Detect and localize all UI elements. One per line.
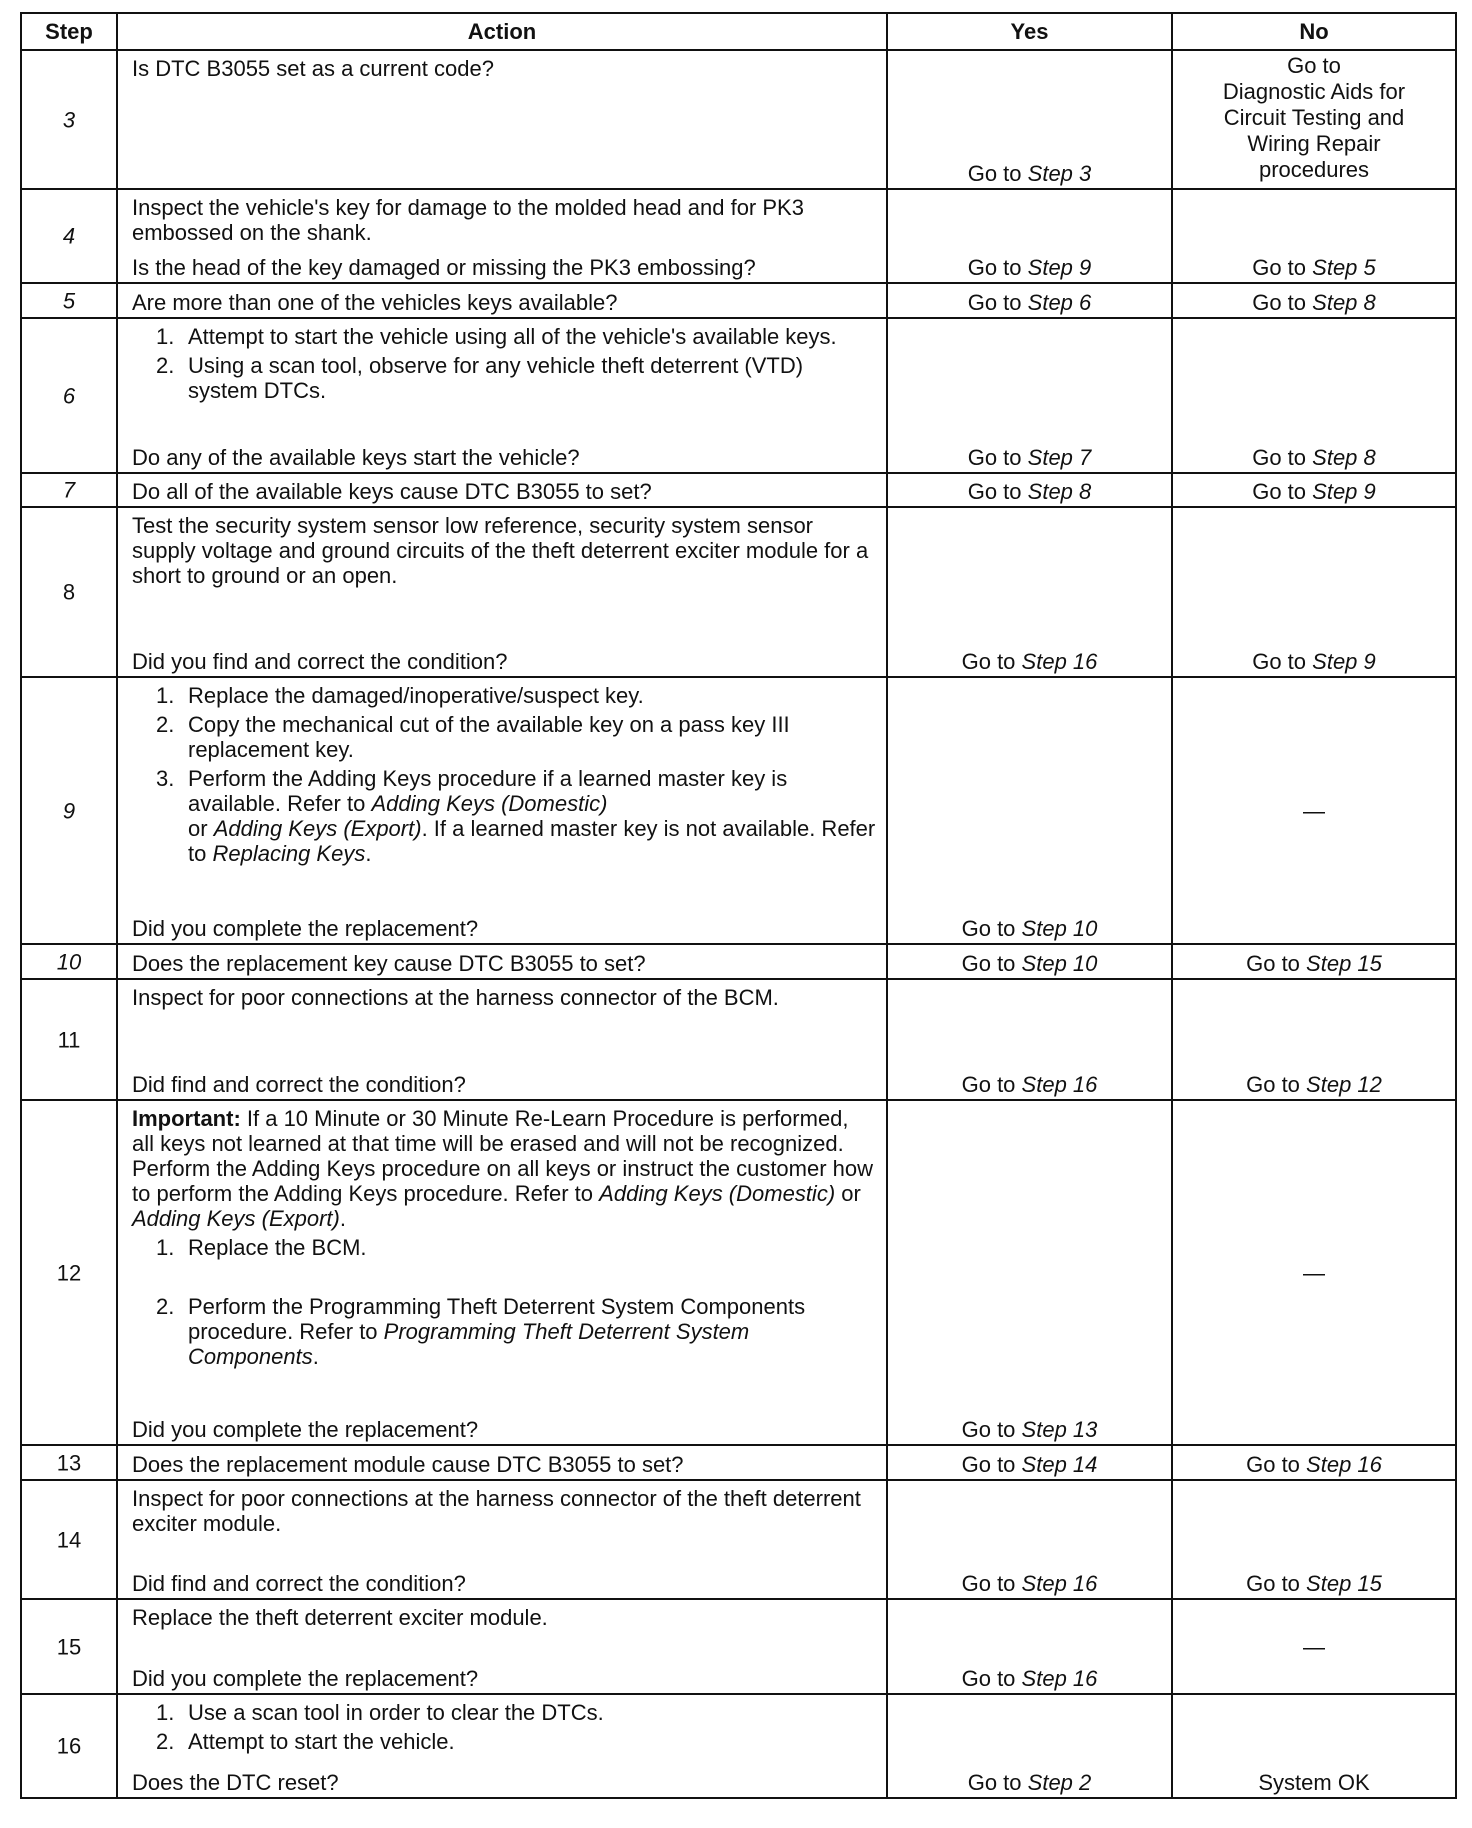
question-text: Did find and correct the condition? <box>132 1571 466 1596</box>
no-step-link[interactable]: Step 15 <box>1306 1571 1382 1596</box>
no-cell: Go to Step 8 <box>1172 283 1456 318</box>
list-item: 3. Perform the Adding Keys procedure if a learned master key is available. Refer to Adding Keys (Domestic) or Adding Keys (Export). If a learned master key is not available. Refer to Replacing Keys. <box>156 766 876 866</box>
yes-step-link[interactable]: Step 10 <box>1021 951 1098 976</box>
table-row <box>21 507 1456 677</box>
question-text: Does the replacement module cause DTC B3055 to set? <box>132 1452 684 1477</box>
yes-cell: Go to Step 16 <box>887 1599 1172 1694</box>
yes-cell: Go to Step 16 <box>887 1480 1172 1599</box>
yes-step-link[interactable]: Step 13 <box>1021 1417 1098 1442</box>
step-number: 8 <box>21 507 117 677</box>
procedure-list <box>132 324 876 403</box>
step-number: 3 <box>21 50 117 189</box>
list-item: 2. Attempt to start the vehicle. <box>156 1729 455 1754</box>
list-item: 2. Using a scan tool, observe for any vehicle theft deterrent (VTD) system DTCs. <box>156 353 804 403</box>
diagnostic-table <box>20 12 1457 1799</box>
yes-step-link[interactable]: Step 2 <box>1027 1770 1092 1795</box>
step-number: 4 <box>21 189 117 283</box>
header-step: Step <box>21 13 117 50</box>
step-number: 10 <box>21 944 117 979</box>
instruction-text: Test the security system sensor low reference, security system sensor supply voltage and ground circuits of the theft deterrent exciter module for a short to ground or an open. <box>132 513 869 588</box>
no-cell <box>1172 1599 1456 1694</box>
table-row <box>21 189 1456 283</box>
no-cell: Go to Step 9 <box>1172 473 1456 507</box>
list-item: 1. Use a scan tool in order to clear the DTCs. <box>156 1700 604 1725</box>
table-row <box>21 1694 1456 1798</box>
action-cell <box>117 1694 887 1798</box>
header-no: No <box>1172 13 1456 50</box>
action-cell <box>117 50 887 189</box>
question-text: Are more than one of the vehicles keys available? <box>132 290 618 315</box>
list-item: 2. Copy the mechanical cut of the available key on a pass key III replacement key. <box>156 712 790 762</box>
no-step-link[interactable]: Step 16 <box>1306 1452 1382 1477</box>
list-item: 1. Replace the damaged/inoperative/suspect key. <box>156 683 644 708</box>
yes-cell: Go to Step 16 <box>887 507 1172 677</box>
no-step-link[interactable]: Step 12 <box>1306 1072 1382 1097</box>
table-row <box>21 50 1456 189</box>
yes-step-link[interactable]: Step 16 <box>1021 649 1098 674</box>
yes-step-link[interactable]: Step 7 <box>1027 445 1092 470</box>
table-row <box>21 1100 1456 1445</box>
action-cell <box>117 1445 887 1480</box>
no-dash: — <box>1303 1260 1325 1285</box>
action-cell <box>117 507 887 677</box>
step-number: 11 <box>21 979 117 1100</box>
adding-keys-domestic-link[interactable]: Adding Keys (Domestic) <box>599 1181 836 1206</box>
yes-step-link[interactable]: Step 8 <box>1027 479 1092 504</box>
table-row <box>21 1480 1456 1599</box>
yes-step-link[interactable]: Step 6 <box>1027 290 1092 315</box>
instruction-text: Inspect for poor connections at the harness connector of the BCM. <box>132 985 779 1010</box>
no-dash: — <box>1303 1634 1325 1659</box>
question-text: Is the head of the key damaged or missing the PK3 embossing? <box>132 255 756 280</box>
list-item: 1. Attempt to start the vehicle using all of the vehicle's available keys. <box>156 324 837 349</box>
no-cell: Go to Step 9 <box>1172 507 1456 677</box>
no-step-link[interactable]: Step 9 <box>1312 649 1376 674</box>
no-step-link[interactable]: Step 15 <box>1306 951 1382 976</box>
table-row <box>21 677 1456 944</box>
question-text: Does the DTC reset? <box>132 1770 339 1795</box>
no-cell: Go to Step 15 <box>1172 944 1456 979</box>
adding-keys-export-link[interactable]: Adding Keys (Export) <box>132 1206 340 1231</box>
programming-theft-deterrent-link[interactable]: Programming Theft Deterrent System Components <box>188 1319 750 1369</box>
question-text: Did you complete the replacement? <box>132 1417 479 1442</box>
action-cell <box>117 944 887 979</box>
yes-step-link[interactable]: Step 16 <box>1021 1072 1098 1097</box>
step-number: 9 <box>21 677 117 944</box>
no-dash: — <box>1303 798 1325 823</box>
yes-cell: Go to Step 16 <box>887 979 1172 1100</box>
step-number: 14 <box>21 1480 117 1599</box>
action-cell <box>117 979 887 1100</box>
question-text: Did you find and correct the condition? <box>132 649 508 674</box>
table-row <box>21 473 1456 507</box>
instruction-text: Inspect for poor connections at the harness connector of the theft deterrent exciter module. <box>132 1486 861 1536</box>
no-step-link[interactable]: Step 9 <box>1312 479 1376 504</box>
action-cell <box>117 283 887 318</box>
list-item: 2. Perform the Programming Theft Deterrent System Components procedure. Refer to Programming Theft Deterrent System Components. <box>156 1294 806 1369</box>
action-cell <box>117 473 887 507</box>
action-cell <box>117 1480 887 1599</box>
instruction-text: Inspect the vehicle's key for damage to the molded head and for PK3 embossed on the shank. <box>132 195 804 245</box>
important-label: Important: <box>132 1106 241 1131</box>
table-row <box>21 1445 1456 1480</box>
replacing-keys-link[interactable]: Replacing Keys <box>212 841 366 866</box>
yes-step-link[interactable]: Step 16 <box>1021 1571 1098 1596</box>
step-number: 5 <box>21 283 117 318</box>
yes-step-link[interactable]: Step 10 <box>1021 916 1098 941</box>
list-item: 1. Replace the BCM. <box>156 1235 367 1260</box>
yes-cell: Go to Step 10 <box>887 944 1172 979</box>
procedure-list <box>132 1700 876 1754</box>
action-cell <box>117 677 887 944</box>
table-header-row <box>21 13 1456 50</box>
question-text: Does the replacement key cause DTC B3055 to set? <box>132 951 646 976</box>
table-row <box>21 318 1456 473</box>
no-step-link[interactable]: Step 5 <box>1312 255 1376 280</box>
step-number: 16 <box>21 1694 117 1798</box>
adding-keys-domestic-link[interactable]: Adding Keys (Domestic) <box>371 791 608 816</box>
no-cell <box>1172 1100 1456 1445</box>
procedure-list <box>132 683 876 866</box>
header-yes: Yes <box>887 13 1172 50</box>
adding-keys-export-link[interactable]: Adding Keys (Export) <box>213 816 422 841</box>
table-row <box>21 944 1456 979</box>
step-number: 7 <box>21 473 117 507</box>
yes-cell: Go to Step 9 <box>887 189 1172 283</box>
system-ok-text: System OK <box>1258 1770 1370 1795</box>
instruction-text: Replace the theft deterrent exciter module. <box>132 1605 548 1630</box>
no-cell: Go to Step 5 <box>1172 189 1456 283</box>
important-note: Important: If a 10 Minute or 30 Minute Re-Learn Procedure is performed, all keys not learned at that time will be erased and will not be recognized. Perform the Adding Keys procedure on all keys or instruct the customer how to perform the Adding Keys procedure. Refer to Adding Keys (Domestic) or Adding Keys (Export). <box>132 1106 874 1231</box>
no-cell <box>1172 677 1456 944</box>
action-cell <box>117 318 887 473</box>
no-step-link[interactable]: Step 8 <box>1312 445 1376 470</box>
question-text: Do all of the available keys cause DTC B3055 to set? <box>132 479 652 504</box>
question-text: Is DTC B3055 set as a current code? <box>132 56 494 81</box>
step-number: 6 <box>21 318 117 473</box>
question-text: Did find and correct the condition? <box>132 1072 466 1097</box>
question-text: Did you complete the replacement? <box>132 1666 479 1691</box>
table-row <box>21 1599 1456 1694</box>
yes-step-link[interactable]: Step 14 <box>1021 1452 1098 1477</box>
step-number: 12 <box>21 1100 117 1445</box>
yes-cell: Go to Step 10 <box>887 677 1172 944</box>
question-text: Do any of the available keys start the vehicle? <box>132 445 580 470</box>
table-row <box>21 283 1456 318</box>
no-cell: Go to Step 15 <box>1172 1480 1456 1599</box>
yes-cell: Go to Step 8 <box>887 473 1172 507</box>
no-cell: Go to Step 8 <box>1172 318 1456 473</box>
table-row <box>21 979 1456 1100</box>
yes-step-link[interactable]: Step 16 <box>1021 1666 1098 1691</box>
no-cell: Go to Step 16 <box>1172 1445 1456 1480</box>
yes-cell: Go to Step 7 <box>887 318 1172 473</box>
no-step-link[interactable]: Step 8 <box>1312 290 1376 315</box>
no-cell <box>1172 1694 1456 1798</box>
yes-cell: Go to Step 2 <box>887 1694 1172 1798</box>
step-number: 13 <box>21 1445 117 1480</box>
question-text: Did you complete the replacement? <box>132 916 479 941</box>
yes-step-link[interactable]: Step 9 <box>1027 255 1092 280</box>
step-number: 15 <box>21 1599 117 1694</box>
yes-cell: Go to Step 3 <box>887 50 1172 189</box>
yes-cell: Go to Step 6 <box>887 283 1172 318</box>
action-cell <box>117 189 887 283</box>
no-cell: Go to Step 12 <box>1172 979 1456 1100</box>
yes-step-link[interactable]: Step 3 <box>1027 161 1092 186</box>
yes-cell: Go to Step 14 <box>887 1445 1172 1480</box>
action-cell <box>117 1599 887 1694</box>
header-action: Action <box>117 13 887 50</box>
yes-cell: Go to Step 13 <box>887 1100 1172 1445</box>
diagnostic-aids-link[interactable]: Diagnostic Aids for Circuit Testing and Wiring Repair procedures <box>1222 79 1406 182</box>
action-cell <box>117 1100 887 1445</box>
procedure-list <box>132 1235 876 1369</box>
no-cell: Go to Diagnostic Aids for Circuit Testing and Wiring Repair procedures <box>1172 50 1456 189</box>
